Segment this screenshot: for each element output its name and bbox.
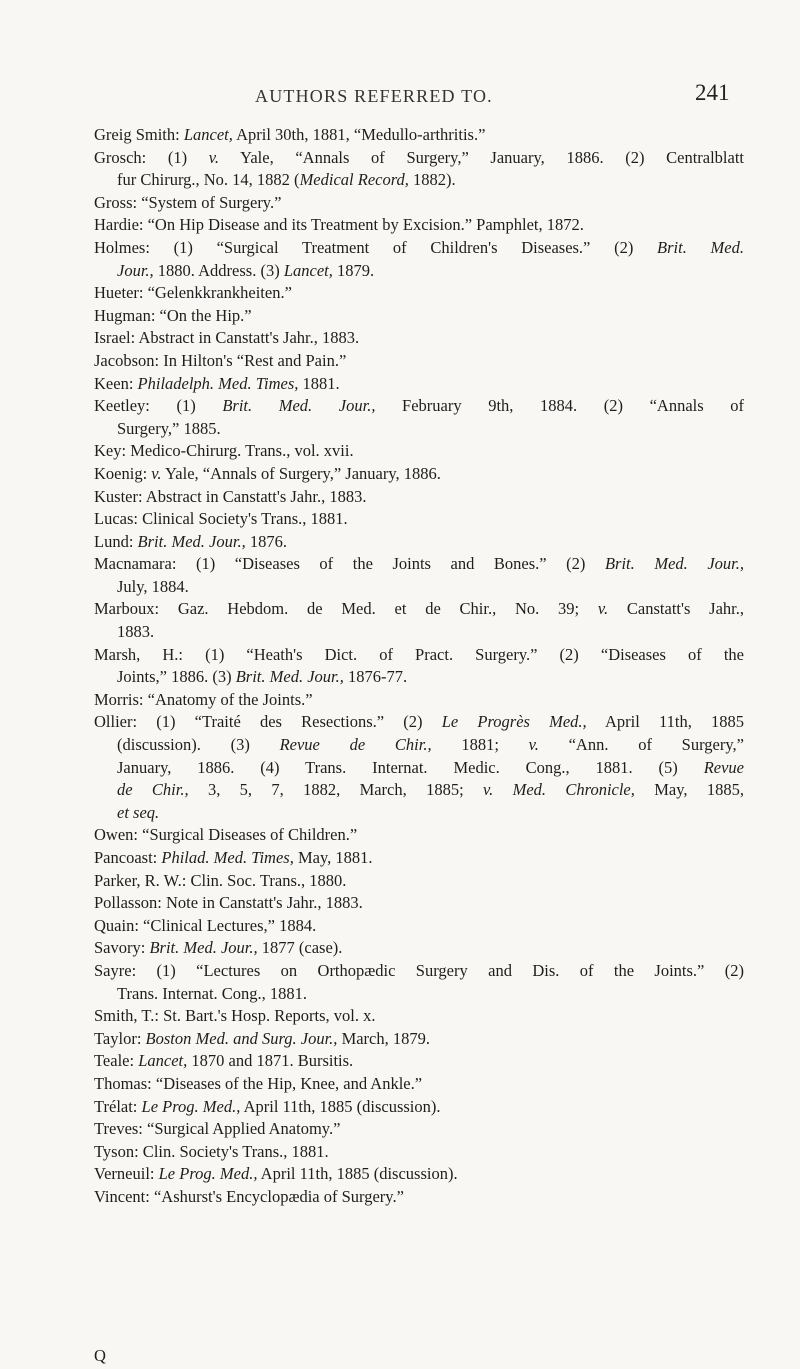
citation-text: Parker, R. W.: Clin. Soc. Trans., 1880. [94,870,347,890]
italic-citation-text: Brit. Med. Jour., [137,531,246,551]
italic-citation-text: Philad. Med. Times, [161,848,294,867]
citation-text: Trélat: [94,1096,142,1116]
reference-entry-line [94,689,744,712]
italic-citation-text: Lancet, [283,260,333,280]
citation-text: “Ann. of Surgery,” [538,735,744,755]
citation-text: Teale: [94,1051,139,1071]
citation-text: Joints,” 1886. (3) [117,667,236,687]
reference-entry-line [94,937,744,960]
citation-text: Keetley: (1) [94,396,223,416]
citation-text: Hardie: “On Hip Disease and its Treatment by Excision.” Pamphlet, 1872. [94,215,584,235]
references-list [94,124,744,1209]
reference-entry-line [94,1096,744,1119]
italic-citation-text: Le Prog. Med., [158,1164,258,1184]
italic-citation-text: Brit. Med. [657,237,744,257]
reference-continuation-line [94,734,744,757]
reference-entry-line [94,282,744,305]
citation-text: Quain: “Clinical Lectures,” 1884. [94,915,317,935]
reference-entry-line [94,1118,744,1141]
reference-entry-line [94,214,744,237]
citation-text: 1876. [245,531,287,551]
reference-continuation-line [94,418,744,441]
citation-text: April 11th, 1885 [586,712,744,732]
citation-text: 1876-77. [343,667,408,687]
italic-citation-text: Lancet, [183,125,233,144]
italic-citation-text: Boston Med. and Surg. Jour., [145,1028,338,1048]
citation-text: Hueter: “Gelenkkrankheiten.” [94,283,292,303]
citation-text: Gross: “System of Surgery.” [94,192,282,212]
italic-citation-text: v. Med. Chronicle, [483,780,635,800]
reference-entry-line [94,531,744,554]
italic-citation-text: Brit. Med. Jour., [604,554,744,574]
italic-citation-text: v. [151,463,162,483]
reference-entry-line [94,892,744,915]
reference-entry-line [94,1186,744,1209]
citation-text: 1881; [431,735,529,755]
reference-entry-line [94,486,744,509]
reference-entry-line [94,644,744,667]
italic-citation-text: Brit. Med. Jour., [222,396,376,416]
reference-entry-line [94,305,744,328]
citation-text: Savory: [94,938,150,958]
reference-entry-line [94,711,744,734]
citation-text: 1882). [408,170,456,190]
citation-text: May, 1881. [293,848,373,867]
citation-text: fur Chirurg., No. 14, 1882 ( [117,170,300,190]
citation-text: Israel: Abstract in Canstatt's Jahr., 1883. [94,328,360,348]
citation-text: Owen: “Surgical Diseases of Children.” [94,825,358,845]
reference-entry-line [94,870,744,893]
reference-entry-line [94,350,744,373]
page-number: 241 [695,80,730,105]
citation-text: Canstatt's Jahr., [608,599,744,619]
citation-text: Verneuil: [94,1164,159,1184]
citation-text: (discussion). (3) [117,735,280,755]
italic-citation-text: Revue de Chir., [279,735,432,755]
italic-citation-text: v. [597,599,609,619]
citation-text: Macnamara: (1) “Diseases of the Joints and Bones.” (2) [94,554,605,574]
citation-text: Lund: [94,531,138,551]
reference-continuation-line [94,779,744,802]
citation-text: Grosch: (1) [94,147,209,167]
reference-entry-line [94,1050,744,1073]
reference-entry-line [94,463,744,486]
citation-text: July, 1884. [117,576,189,596]
citation-text: Keen: [94,373,138,393]
reference-entry-line [94,147,744,170]
reference-continuation-line [94,621,744,644]
citation-text: Kuster: Abstract in Canstatt's Jahr., 1883. [94,486,367,506]
citation-text: Greig Smith: [94,125,184,144]
italic-citation-text: Le Prog. Med., [141,1096,241,1116]
citation-text: Jacobson: In Hilton's “Rest and Pain.” [94,350,347,370]
citation-text: 1870 and 1871. Bursitis. [187,1051,354,1071]
reference-continuation-line [94,757,744,780]
reference-entry-line [94,440,744,463]
page-header [0,76,800,116]
italic-citation-text: Brit. Med. Jour., [235,667,344,687]
italic-citation-text: v. [208,147,220,167]
reference-entry-line [94,1005,744,1028]
citation-text: April 11th, 1885 (discussion). [240,1096,441,1116]
citation-text: Surgery,” 1885. [117,418,221,438]
reference-entry-line [94,1073,744,1096]
reference-entry-line [94,327,744,350]
citation-text: Sayre: (1) “Lectures on Orthopædic Surgery and Dis. of the Joints.” (2) [94,960,744,980]
italic-citation-text: Le Progrès Med., [441,712,587,732]
reference-entry-line [94,824,744,847]
reference-continuation-line [94,983,744,1006]
citation-text: May, 1885, [634,780,744,800]
reference-entry-line [94,192,744,215]
citation-text: April 30th, 1881, “Medullo-arthritis.” [232,125,486,144]
citation-text: Pollasson: Note in Canstatt's Jahr., 1883. [94,893,363,913]
citation-text: Lucas: Clinical Society's Trans., 1881. [94,509,348,529]
reference-entry-line [94,1163,744,1186]
reference-entry-line [94,373,744,396]
citation-text: Ollier: (1) “Traité des Resections.” (2) [94,712,442,732]
citation-text: March, 1879. [337,1028,431,1048]
citation-text: Marboux: Gaz. Hebdom. de Med. et de Chir., No. 39; [94,599,598,619]
italic-citation-text: Revue [703,757,744,777]
citation-text: Koenig: [94,463,152,483]
citation-text: Tyson: Clin. Society's Trans., 1881. [94,1141,329,1161]
italic-citation-text: Lancet, [138,1051,188,1071]
printer-signature-mark: Q [94,1346,106,1365]
citation-text: Taylor: [94,1028,146,1048]
citation-text: Morris: “Anatomy of the Joints.” [94,689,313,709]
reference-entry-line [94,508,744,531]
citation-text: Marsh, H.: (1) “Heath's Dict. of Pract. Surgery.” (2) “Diseases of the [94,644,744,664]
citation-text: Yale, “Annals of Surgery,” January, 1886. (2) Centralblatt [219,147,745,167]
citation-text: Holmes: (1) “Surgical Treatment of Children's Diseases.” (2) [94,237,658,257]
italic-citation-text: Medical Record, [299,170,409,190]
reference-entry-line [94,1141,744,1164]
reference-continuation-line [94,576,744,599]
running-head-title: AUTHORS REFERRED TO. [255,86,493,106]
citation-text: Key: Medico-Chirurg. Trans., vol. xvii. [94,441,354,461]
italic-citation-text: Brit. Med. Jour., [149,938,258,958]
citation-text: Hugman: “On the Hip.” [94,305,252,325]
citation-text: Thomas: “Diseases of the Hip, Knee, and Ankle.” [94,1073,423,1093]
citation-text: April 11th, 1885 (discussion). [257,1164,458,1184]
italic-citation-text: Philadelph. Med. Times, [137,373,299,393]
reference-continuation-line [94,666,744,689]
reference-entry-line [94,915,744,938]
italic-citation-text: Jour., [117,260,154,280]
reference-entry-line [94,553,744,576]
italic-citation-text: et seq. [117,802,160,822]
citation-text: Trans. Internat. Cong., 1881. [117,983,308,1003]
citation-text: 3, 5, 7, 1882, March, 1885; [188,780,484,800]
citation-text: February 9th, 1884. (2) “Annals of [375,396,745,416]
citation-text: January, 1886. (4) Trans. Internat. Medic. Cong., 1881. (5) [117,757,704,777]
reference-entry-line [94,1028,744,1051]
italic-citation-text: v. [528,735,539,755]
citation-text: 1880. Address. (3) [153,260,284,280]
citation-text: 1881. [298,373,340,393]
citation-text: Pancoast: [94,848,162,867]
reference-entry-line [94,395,744,418]
reference-continuation-line [94,802,744,825]
reference-entry-line [94,124,744,147]
reference-continuation-line [94,169,744,192]
citation-text: Vincent: “Ashurst's Encyclopædia of Surgery.” [94,1186,404,1206]
citation-text: 1877 (case). [257,938,343,958]
citation-text: Treves: “Surgical Applied Anatomy.” [94,1119,341,1139]
reference-entry-line [94,960,744,983]
reference-entry-line [94,237,744,260]
italic-citation-text: de Chir., [117,780,189,800]
reference-entry-line [94,598,744,621]
reference-entry-line [94,847,744,870]
reference-continuation-line [94,260,744,283]
citation-text: 1883. [117,622,155,642]
citation-text: 1879. [332,260,375,280]
citation-text: Yale, “Annals of Surgery,” January, 1886. [161,463,441,483]
citation-text: Smith, T.: St. Bart.'s Hosp. Reports, vol. x. [94,1006,376,1026]
